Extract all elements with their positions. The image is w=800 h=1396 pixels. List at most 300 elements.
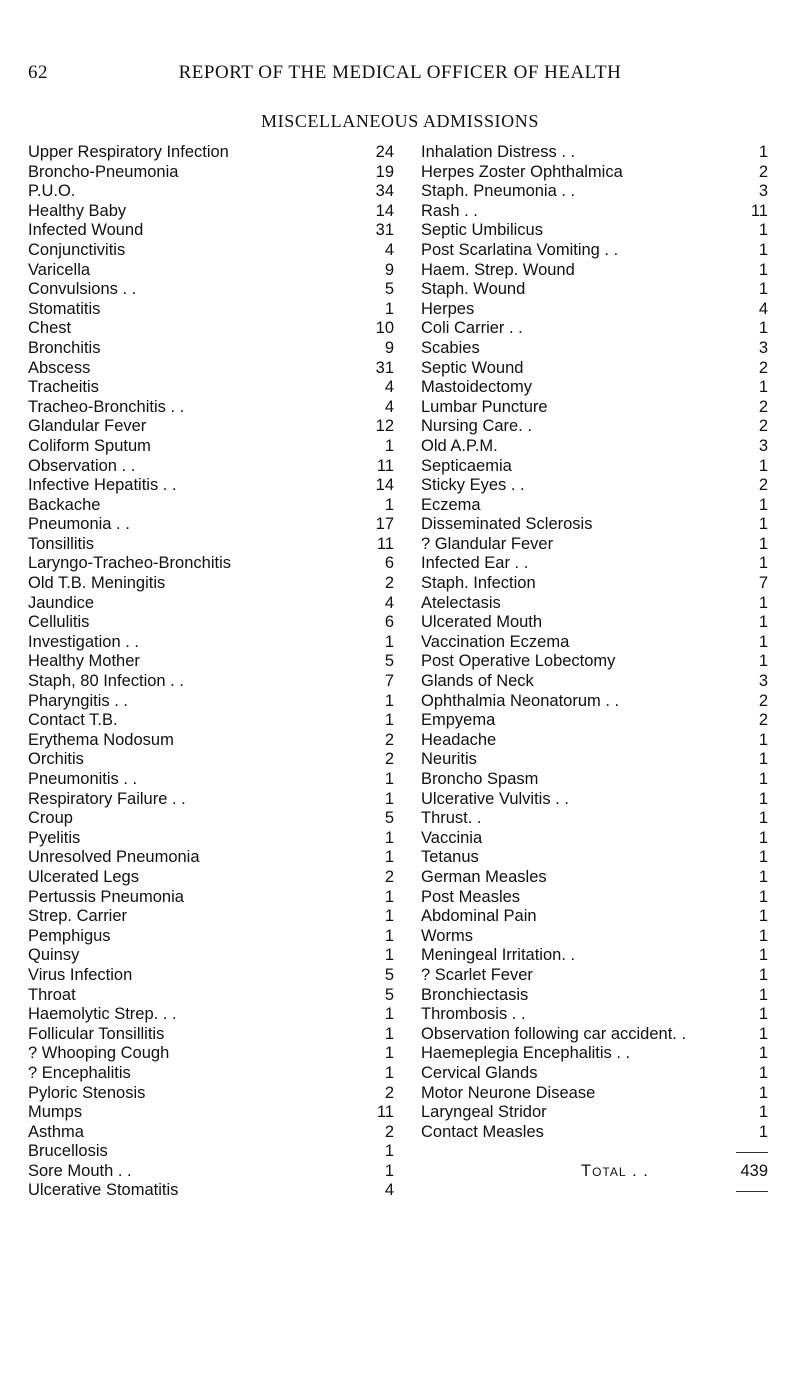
admission-count: 12 [375,417,394,436]
list-item [28,280,394,300]
list-item [421,339,768,359]
list-item [28,927,394,947]
admission-count: 31 [375,358,394,377]
list-item [421,437,768,457]
list-item [28,300,394,320]
condition-name: Tracheo-Bronchitis . . [28,397,185,416]
admission-count: 7 [758,574,768,593]
condition-name: Observation . . [28,456,136,475]
list-item [28,221,394,241]
list-item [28,652,394,672]
list-item [28,378,394,398]
list-item [28,907,394,927]
condition-name: Tracheitis [28,378,99,397]
admission-count: 1 [384,436,394,455]
list-item [421,927,768,947]
condition-name: Tetanus [421,848,479,867]
condition-name: Eczema [421,495,481,514]
list-item [421,868,768,888]
list-item [28,946,394,966]
list-item [421,633,768,653]
condition-name: Infected Wound [28,221,144,240]
admission-count: 1 [758,789,768,808]
admission-count: 1 [758,456,768,475]
admission-count: 1 [758,515,768,534]
admission-count: 1 [758,1005,768,1024]
admission-count: 1 [758,632,768,651]
admission-count: 1 [384,1063,394,1082]
admission-count: 1 [384,946,394,965]
condition-name: Old A.P.M. [421,436,498,455]
admission-count: 4 [384,240,394,259]
condition-name: Neuritis [421,750,477,769]
admission-count: 4 [384,1181,394,1200]
admission-count: 2 [758,417,768,436]
list-item [421,398,768,418]
condition-name: P.U.O. [28,182,76,201]
admission-count: 9 [384,338,394,357]
condition-name: ? Scarlet Fever [421,965,533,984]
list-item [28,535,394,555]
total-row [421,1162,768,1182]
condition-name: Ophthalmia Neonatorum . . [421,691,620,710]
admission-count: 1 [758,848,768,867]
condition-name: Staph. Wound [421,280,526,299]
condition-name: Thrombosis . . [421,1005,526,1024]
condition-name: Meningeal Irritation. . [421,946,576,965]
admission-count: 6 [384,613,394,632]
condition-name: Erythema Nodosum [28,730,174,749]
admission-count: 2 [758,397,768,416]
list-item [421,143,768,163]
admission-count: 3 [758,436,768,455]
list-item [28,574,394,594]
condition-name: Pharyngitis . . [28,691,128,710]
page-number: 62 [28,62,48,83]
list-item [28,398,394,418]
condition-name: Nursing Care. . [421,417,532,436]
right-column [421,143,768,1201]
condition-name: Motor Neurone Disease [421,1083,596,1102]
list-item [28,359,394,379]
condition-name: Varicella [28,260,91,279]
condition-name: Croup [28,809,73,828]
list-item [28,515,394,535]
admission-count: 1 [758,1122,768,1141]
condition-name: Contact Measles [421,1122,544,1141]
list-item [421,359,768,379]
list-item [421,574,768,594]
condition-name: Mastoidectomy [421,378,532,397]
condition-name: Follicular Tonsillitis [28,1024,165,1043]
condition-name: Laryngo-Tracheo-Bronchitis [28,554,231,573]
admission-count: 3 [758,338,768,357]
admission-count: 1 [758,280,768,299]
list-item [421,1025,768,1045]
condition-name: Throat [28,985,76,1004]
admission-count: 1 [758,946,768,965]
list-item [28,633,394,653]
admission-count: 3 [758,672,768,691]
admission-count: 5 [384,280,394,299]
condition-name: Septic Wound [421,358,524,377]
admission-count: 1 [758,534,768,553]
list-item [28,496,394,516]
admission-count: 1 [758,1044,768,1063]
admission-count: 1 [758,985,768,1004]
list-item [421,319,768,339]
list-item [421,907,768,927]
condition-name: Cellulitis [28,613,90,632]
list-item [421,809,768,829]
condition-name: Worms [421,926,473,945]
condition-name: Empyema [421,711,496,730]
condition-name: Staph. Infection [421,574,536,593]
condition-name: Pertussis Pneumonia [28,887,184,906]
list-item [421,848,768,868]
list-item [28,437,394,457]
admission-count: 1 [758,809,768,828]
condition-name: Pneumonitis . . [28,770,138,788]
list-item [28,202,394,222]
admission-count: 1 [384,691,394,710]
condition-name: Infected Ear . . [421,554,529,573]
condition-name: Ulcerative Vulvitis . . [421,789,569,808]
condition-name: Mumps [28,1103,83,1122]
list-item [28,417,394,437]
admission-count: 4 [758,299,768,318]
list-item [28,554,394,574]
condition-name: Septicaemia [421,456,512,475]
admission-count: 14 [375,476,394,495]
condition-name: Pyelitis [28,828,81,847]
admission-count: 1 [384,632,394,651]
condition-name: Coliform Sputum [28,436,151,455]
admission-count: 1 [384,1005,394,1024]
condition-name: Thrust. . [421,809,482,828]
list-item [421,829,768,849]
admission-count: 2 [384,574,394,593]
admission-count: 5 [384,965,394,984]
list-item [421,770,768,790]
list-item [421,966,768,986]
condition-name: Contact T.B. [28,711,118,730]
condition-name: Rash . . [421,201,478,220]
condition-name: Ulcerated Legs [28,867,139,886]
admission-count: 1 [384,848,394,867]
admission-count: 1 [758,652,768,671]
admission-count: 1 [758,1063,768,1082]
admission-count: 1 [758,867,768,886]
list-item [28,868,394,888]
condition-name: Conjunctivitis [28,240,126,259]
admission-count: 4 [384,593,394,612]
list-item [28,1123,394,1143]
admission-count: 1 [384,789,394,808]
list-item [421,535,768,555]
admission-count: 5 [384,985,394,1004]
admission-count: 9 [384,260,394,279]
list-item [28,731,394,751]
condition-name: Old T.B. Meningitis [28,574,166,593]
list-item [28,261,394,281]
list-item [421,280,768,300]
admission-count: 1 [384,907,394,926]
condition-name: Pemphigus [28,926,111,945]
list-item [421,554,768,574]
list-item [421,261,768,281]
condition-name: Disseminated Sclerosis [421,515,593,534]
admission-count: 1 [384,1161,394,1180]
admission-count: 1 [758,907,768,926]
condition-name: Staph. Pneumonia . . [421,182,576,201]
condition-name: Quinsy [28,946,80,965]
admission-count: 7 [384,672,394,691]
condition-name: ? Whooping Cough [28,1044,170,1063]
admission-count: 5 [384,809,394,828]
admission-count: 3 [758,182,768,201]
condition-name: Unresolved Pneumonia [28,848,200,867]
list-item [421,594,768,614]
admission-count: 1 [384,711,394,730]
list-item [28,986,394,1006]
admission-count: 2 [384,1083,394,1102]
list-item [28,829,394,849]
list-item [28,241,394,261]
list-item [421,731,768,751]
condition-name: Chest [28,319,72,338]
list-item [421,692,768,712]
admission-count: 1 [758,730,768,749]
list-item [421,711,768,731]
list-item [421,496,768,516]
condition-name: Laryngeal Stridor [421,1103,547,1122]
admission-count: 10 [375,319,394,338]
list-item [421,652,768,672]
admission-count: 17 [375,515,394,534]
admission-count: 1 [384,299,394,318]
list-item [421,613,768,633]
list-item [28,613,394,633]
condition-name: Glandular Fever [28,417,147,436]
list-item [421,515,768,535]
condition-name: Backache [28,495,101,514]
condition-name: Glands of Neck [421,672,534,691]
admission-count: 2 [384,750,394,769]
list-item [28,339,394,359]
admission-count: 1 [758,770,768,788]
admission-count: 1 [758,378,768,397]
admission-count: 1 [758,221,768,240]
list-item [28,672,394,692]
admission-count: 1 [384,887,394,906]
condition-name: Convulsions . . [28,280,137,299]
condition-name: Atelectasis [421,593,501,612]
admission-count: 2 [758,476,768,495]
admission-count: 1 [758,593,768,612]
admission-count: 4 [384,378,394,397]
admission-count: 11 [750,201,768,220]
list-item [28,1181,394,1201]
list-item [28,711,394,731]
condition-name: Strep. Carrier [28,907,128,926]
list-item [28,809,394,829]
admission-count: 11 [376,456,394,475]
list-item [28,750,394,770]
condition-name: Investigation . . [28,632,139,651]
list-item [28,1064,394,1084]
list-item [421,476,768,496]
admission-count: 1 [384,1024,394,1043]
condition-name: Coli Carrier . . [421,319,523,338]
admission-count: 1 [758,926,768,945]
condition-name: Healthy Baby [28,201,127,220]
condition-name: Lumbar Puncture [421,397,548,416]
running-title: REPORT OF THE MEDICAL OFFICER OF HEALTH [178,62,622,83]
condition-name: Headache [421,730,497,749]
condition-name: Brucellosis [28,1142,108,1161]
admission-count: 2 [758,358,768,377]
list-item [421,221,768,241]
list-item [421,888,768,908]
condition-name: Septic Umbilicus [421,221,543,240]
admission-count: 1 [758,260,768,279]
condition-name: Bronchiectasis [421,985,529,1004]
admission-count: 1 [384,1142,394,1161]
total-rule-top [421,1142,768,1162]
list-item [28,457,394,477]
condition-name: Pneumonia . . [28,515,130,534]
condition-name: Broncho-Pneumonia [28,162,179,181]
condition-name: ? Encephalitis [28,1063,131,1082]
condition-name: Ulcerated Mouth [421,613,543,632]
condition-name: Vaccinia [421,828,483,847]
condition-name: Post Operative Lobectomy [421,652,616,671]
admission-count: 2 [384,1122,394,1141]
condition-name: Haem. Strep. Wound [421,260,575,279]
condition-name: Asthma [28,1122,84,1141]
list-item [421,1084,768,1104]
list-item [28,692,394,712]
list-item [28,594,394,614]
condition-name: Pyloric Stenosis [28,1083,146,1102]
admission-count: 1 [758,554,768,573]
list-item [421,672,768,692]
admission-count: 1 [758,495,768,514]
list-item [28,848,394,868]
admission-count: 1 [758,965,768,984]
list-item [421,300,768,320]
list-item [421,1123,768,1143]
list-item [421,1064,768,1084]
admission-count: 2 [758,162,768,181]
list-item [421,457,768,477]
condition-name: Cervical Glands [421,1063,538,1082]
list-item [421,417,768,437]
condition-name: Herpes [421,299,475,318]
admission-count: 19 [375,162,394,181]
admission-count: 11 [376,534,394,553]
condition-name: Post Measles [421,887,521,906]
admission-count: 1 [384,495,394,514]
admission-count: 1 [758,143,768,161]
list-item [421,1044,768,1064]
list-item [421,750,768,770]
admission-count: 1 [758,887,768,906]
condition-name: Haemeplegia Encephalitis . . [421,1044,631,1063]
list-item [421,163,768,183]
condition-name: Post Scarlatina Vomiting . . [421,240,619,259]
admission-count: 31 [375,221,394,240]
admission-count: 2 [384,730,394,749]
admission-count: 14 [375,201,394,220]
condition-name: Abscess [28,358,91,377]
list-item [28,1044,394,1064]
condition-name: Herpes Zoster Ophthalmica [421,162,623,181]
condition-name: Scabies [421,338,480,357]
admission-count: 1 [384,770,394,788]
condition-name: Healthy Mother [28,652,140,671]
list-item [28,476,394,496]
list-item [28,1084,394,1104]
admission-count: 1 [758,613,768,632]
list-item [28,182,394,202]
admission-count: 4 [384,397,394,416]
admission-count: 6 [384,554,394,573]
condition-name: Sore Mouth . . [28,1161,132,1180]
condition-name: Ulcerative Stomatitis [28,1181,179,1200]
admission-count: 1 [758,1024,768,1043]
admission-count: 1 [758,828,768,847]
condition-name: Vaccination Eczema [421,632,570,651]
condition-name: Broncho Spasm [421,770,539,788]
condition-name: Bronchitis [28,338,101,357]
list-item [421,378,768,398]
condition-name: Stomatitis [28,299,101,318]
total-value: 439 [740,1161,768,1180]
list-item [421,790,768,810]
list-item [28,1103,394,1123]
page-header [0,62,800,88]
left-column [28,143,394,1201]
list-item [28,319,394,339]
list-item [421,202,768,222]
list-item [28,966,394,986]
condition-name: Observation following car accident. . [421,1024,687,1043]
condition-name: Upper Respiratory Infection [28,143,229,161]
admission-count: 1 [758,1103,768,1122]
condition-name: ? Glandular Fever [421,534,554,553]
condition-name: Orchitis [28,750,84,769]
list-item [28,1142,394,1162]
list-item [28,1005,394,1025]
list-item [28,143,394,163]
admission-count: 1 [758,319,768,338]
condition-name: Abdominal Pain [421,907,537,926]
admission-count: 2 [384,867,394,886]
list-item [421,241,768,261]
admission-count: 1 [384,1044,394,1063]
admission-count: 1 [384,926,394,945]
list-item [28,770,394,790]
condition-name: Haemolytic Strep. . . [28,1005,177,1024]
admission-count: 24 [375,143,394,161]
condition-name: Inhalation Distress . . [421,143,576,161]
admission-count: 1 [758,240,768,259]
list-item [421,182,768,202]
condition-name: Sticky Eyes . . [421,476,525,495]
list-item [28,888,394,908]
